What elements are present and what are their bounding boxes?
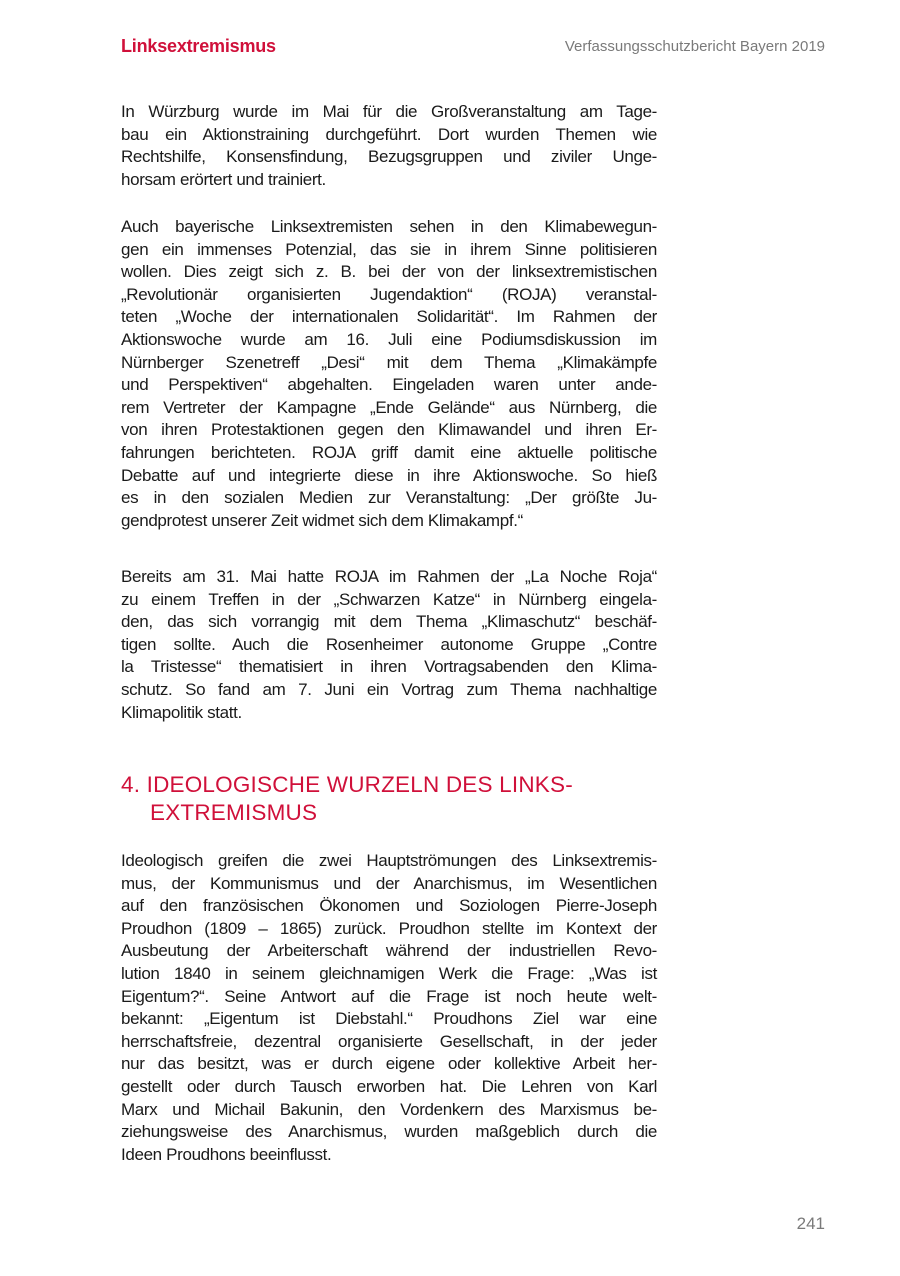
text-line: Ideologisch greifen die zwei Hauptströmungen des Linksextremis- <box>121 851 657 870</box>
paragraph <box>121 216 657 532</box>
text-line: Debatte auf und integrierte diese in ihre Aktionswoche. So hieß <box>121 465 657 485</box>
text-line: Proudhon (1809 – 1865) zurück. Proudhon stellte im Kontext der <box>121 918 657 938</box>
text-line: Rechtshilfe, Konsensfindung, Bezugsgruppen und ziviler Unge- <box>121 147 657 167</box>
text-line: Aktionswoche wurde am 16. Juli eine Podiumsdiskussion im <box>121 329 657 349</box>
text-line: la Tristesse“ thematisiert in ihren Vortragsabenden den Klima- <box>121 657 657 677</box>
section-heading-line: EXTREMISMUS <box>150 800 318 825</box>
text-line: und Perspektiven“ abgehalten. Eingeladen waren unter ande- <box>121 375 657 395</box>
text-line: ziehungsweise des Anarchismus, wurden maßgeblich durch die <box>121 1122 657 1142</box>
text-line: von ihren Protestaktionen gegen den Klimawandel und ihren Er- <box>121 420 657 440</box>
text-line: Bereits am 31. Mai hatte ROJA im Rahmen der „La Noche Roja“ <box>121 567 657 586</box>
text-line: tigen sollte. Auch die Rosenheimer autonome Gruppe „Contre <box>121 634 657 654</box>
text-line: gen ein immenses Potenzial, das sie in ihrem Sinne politisieren <box>121 239 657 259</box>
paragraph <box>121 566 657 724</box>
text-line: rem Vertreter der Kampagne „Ende Gelände“ aus Nürnberg, die <box>121 397 657 417</box>
text-line: Auch bayerische Linksextremisten sehen in den Klimabewegun- <box>121 217 657 236</box>
running-header-publication: Verfassungsschutzbericht Bayern 2019 <box>564 38 825 55</box>
text-line: Ausbeutung der Arbeiterschaft während der industriellen Revo- <box>121 941 657 961</box>
text-line: es in den sozialen Medien zur Veranstaltung: „Der größte Ju- <box>121 488 657 508</box>
text-line: gestellt oder durch Tausch erworben hat. Die Lehren von Karl <box>121 1076 657 1096</box>
text-line: Klimapolitik statt. <box>121 702 242 722</box>
text-line: auf den französischen Ökonomen und Soziologen Pierre-Joseph <box>121 896 657 916</box>
text-line: Nürnberger Szenetreff „Desi“ mit dem Thema „Klimakämpfe <box>121 352 657 372</box>
text-line: lution 1840 in seinem gleichnamigen Werk die Frage: „Was ist <box>121 963 657 983</box>
text-line: fahrungen berichteten. ROJA griff damit eine aktuelle politische <box>121 442 657 462</box>
section-heading <box>121 771 573 827</box>
text-line: mus, der Kommunismus und der Anarchismus, im Wesentlichen <box>121 873 657 893</box>
text-line: horsam erörtert und trainiert. <box>121 169 326 189</box>
text-line: „Revolutionär organisierten Jugendaktion“ (ROJA) veranstal- <box>121 284 657 304</box>
text-line: schutz. So fand am 7. Juni ein Vortrag zum Thema nachhaltige <box>121 679 657 699</box>
paragraph <box>121 850 657 1166</box>
text-line: wollen. Dies zeigt sich z. B. bei der von der linksextremistischen <box>121 262 657 282</box>
running-header-section: Linksextremismus <box>121 36 276 56</box>
text-line: den, das sich vorrangig mit dem Thema „Klimaschutz“ beschäf- <box>121 612 657 632</box>
text-line: gendprotest unserer Zeit widmet sich dem Klimakampf.“ <box>121 510 523 530</box>
text-line: In Würzburg wurde im Mai für die Großveranstaltung am Tage- <box>121 102 657 121</box>
text-line: teten „Woche der internationalen Solidarität“. Im Rahmen der <box>121 307 657 327</box>
text-line: herrschaftsfreie, dezentral organisierte Gesellschaft, in der jeder <box>121 1031 657 1051</box>
page-number: 241 <box>796 1214 825 1233</box>
text-line: zu einem Treffen in der „Schwarzen Katze“ in Nürnberg eingela- <box>121 589 657 609</box>
text-line: Ideen Proudhons beeinflusst. <box>121 1144 332 1164</box>
text-line: bekannt: „Eigentum ist Diebstahl.“ Proudhons Ziel war eine <box>121 1009 657 1029</box>
section-heading-line: 4. IDEOLOGISCHE WURZELN DES LINKS- <box>121 772 573 797</box>
text-line: bau ein Aktionstraining durchgeführt. Dort wurden Themen wie <box>121 124 657 144</box>
text-line: nur das besitzt, was er durch eigene oder kollektive Arbeit her- <box>121 1054 657 1074</box>
paragraph <box>121 101 657 191</box>
text-line: Marx und Michail Bakunin, den Vordenkern des Marxismus be- <box>121 1099 657 1119</box>
text-line: Eigentum?“. Seine Antwort auf die Frage ist noch heute welt- <box>121 986 657 1006</box>
